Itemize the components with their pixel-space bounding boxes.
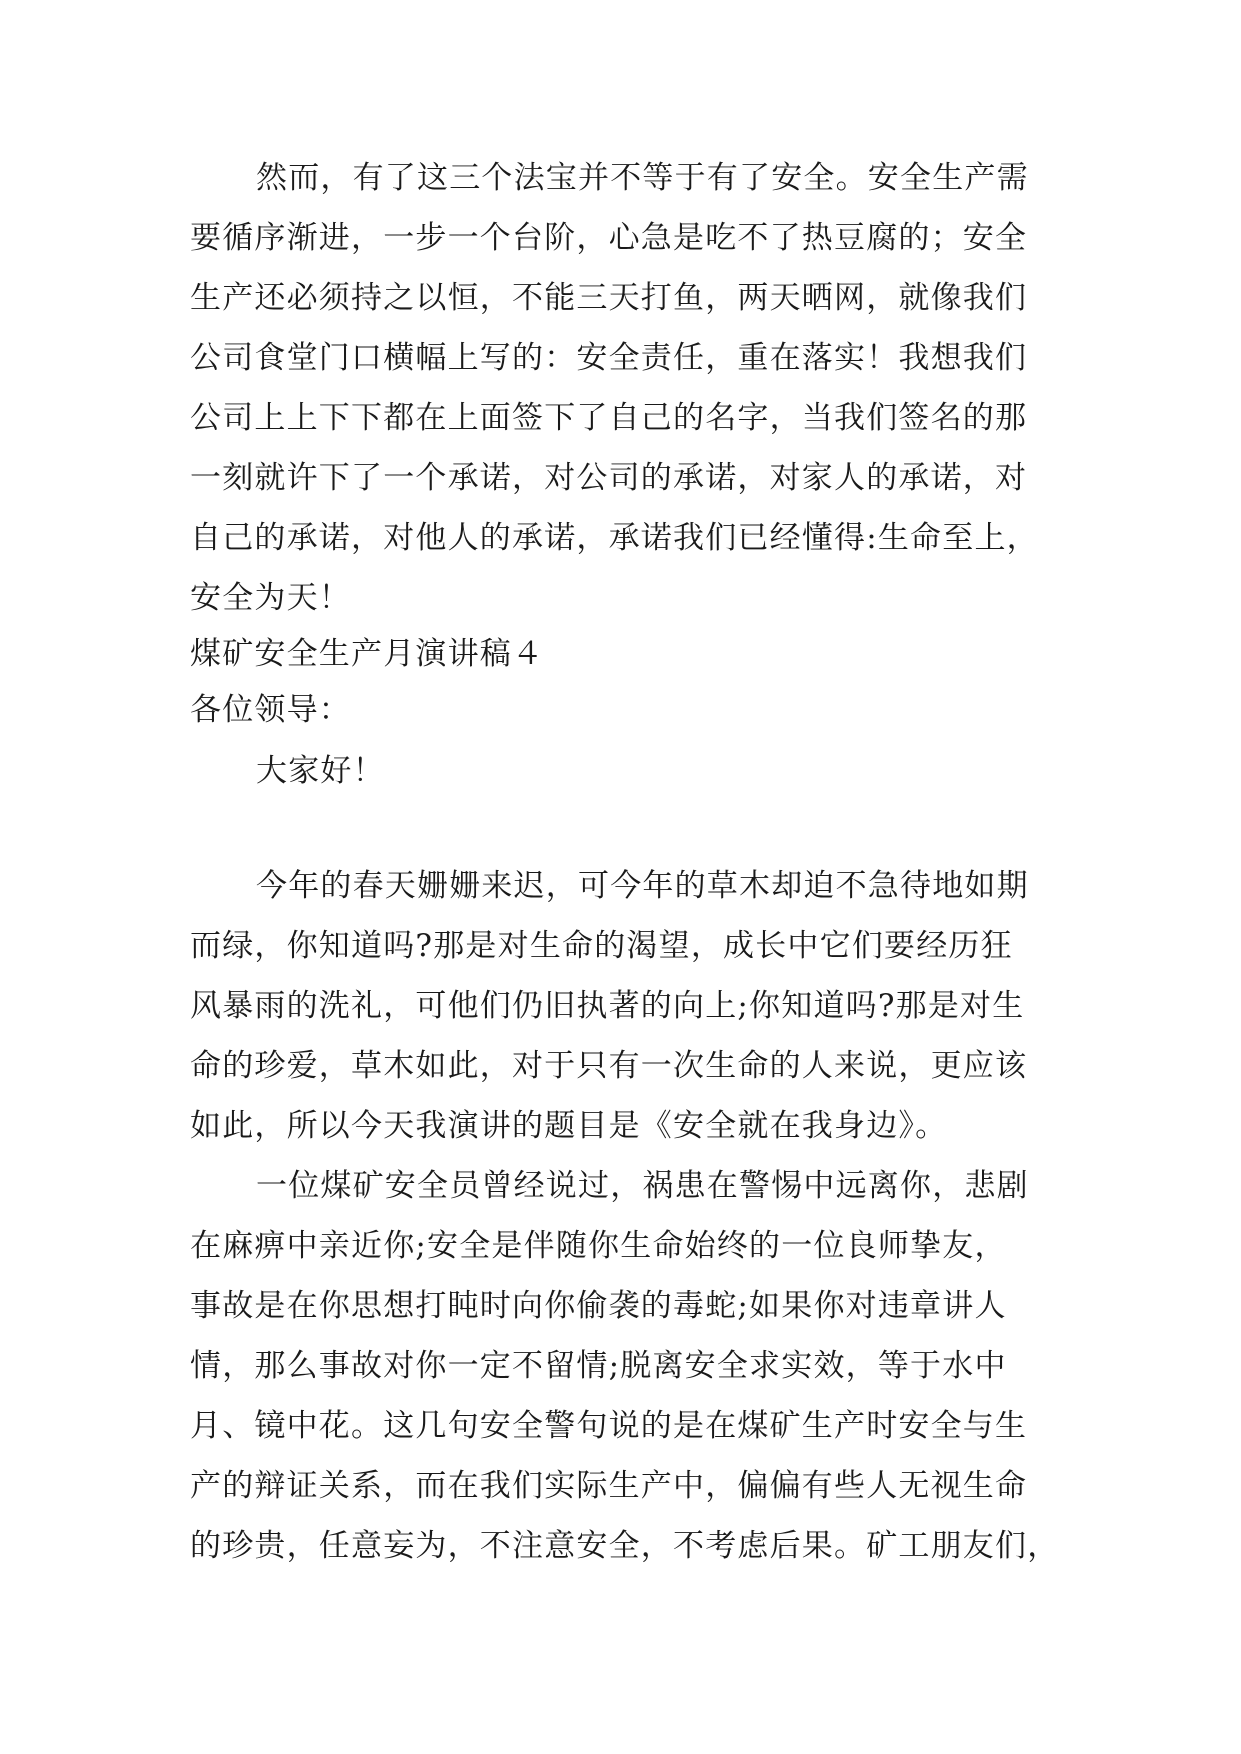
paragraph-line: 一刻就许下了一个承诺，对公司的承诺，对家人的承诺，对: [190, 460, 1028, 496]
paragraph-line: 安全为天！: [190, 580, 351, 616]
paragraph-line: 的珍贵，任意妄为，不注意安全，不考虑后果。矿工朋友们，: [190, 1528, 1060, 1564]
paragraph-line: 今年的春天姗姗来迟，可今年的草木却迫不急待地如期: [256, 868, 1029, 904]
paragraph-line: 一位煤矿安全员曾经说过，祸患在警惕中远离你，悲剧: [256, 1168, 1029, 1204]
paragraph-line: 而绿，你知道吗?那是对生命的渴望，成长中它们要经历狂: [190, 928, 1013, 964]
paragraph-line: 公司食堂门口横幅上写的：安全责任，重在落实！我想我们: [190, 340, 1028, 376]
paragraph-line: 月、镜中花。这几句安全警句说的是在煤矿生产时安全与生: [190, 1408, 1028, 1444]
paragraph-line: 公司上上下下都在上面签下了自己的名字，当我们签名的那: [190, 400, 1028, 436]
paragraph-line: 命的珍爱，草木如此，对于只有一次生命的人来说，更应该: [190, 1048, 1028, 1084]
salutation: 各位领导：: [190, 692, 351, 728]
paragraph-line: 如此，所以今天我演讲的题目是《安全就在我身边》。: [190, 1108, 948, 1144]
paragraph-line: 生产还必须持之以恒，不能三天打鱼，两天晒网，就像我们: [190, 280, 1028, 316]
paragraph-line: 产的辩证关系，而在我们实际生产中，偏偏有些人无视生命: [190, 1468, 1028, 1504]
paragraph-line: 然而，有了这三个法宝并不等于有了安全。安全生产需: [256, 160, 1029, 196]
paragraph-line: 情，那么事故对你一定不留情;脱离安全求实效，等于水中: [190, 1348, 1007, 1384]
paragraph-line: 事故是在你思想打盹时向你偷袭的毒蛇;如果你对违章讲人: [190, 1288, 1007, 1324]
greeting: 大家好！: [256, 753, 385, 789]
paragraph-line: 自己的承诺，对他人的承诺，承诺我们已经懂得:生命至上，: [190, 520, 1039, 556]
section-heading: 煤矿安全生产月演讲稿４: [190, 636, 545, 672]
paragraph-line: 风暴雨的洗礼，可他们仍旧执著的向上;你知道吗?那是对生: [190, 988, 1025, 1024]
paragraph-line: 在麻痹中亲近你;安全是伴随你生命始终的一位良师挚友，: [190, 1228, 1007, 1264]
paragraph-line: 要循序渐进，一步一个台阶，心急是吃不了热豆腐的；安全: [190, 220, 1028, 256]
